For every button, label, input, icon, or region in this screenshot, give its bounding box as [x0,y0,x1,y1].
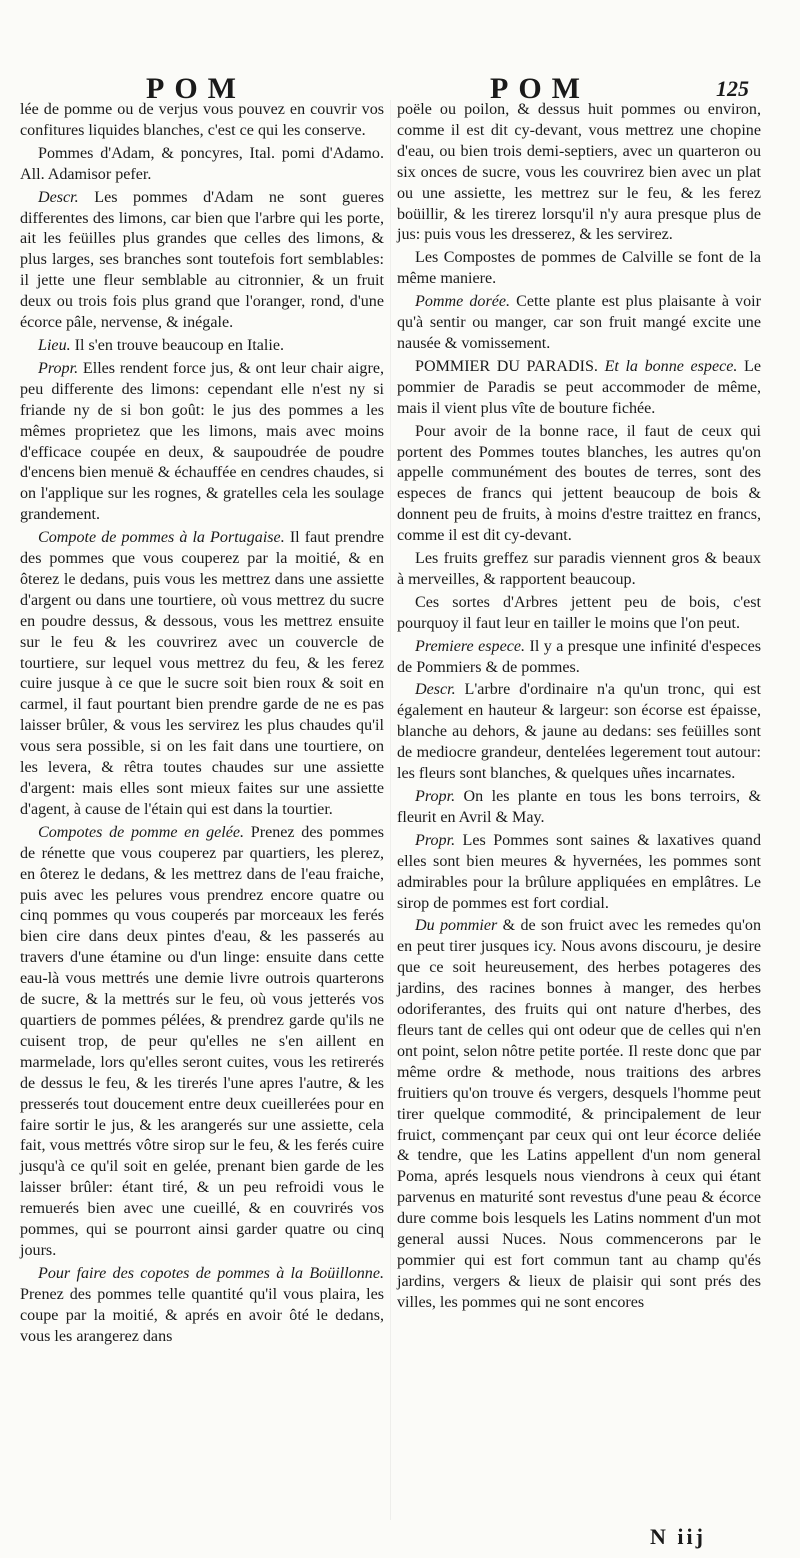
right-column [397,100,761,1314]
running-head-right: POM [490,72,590,105]
running-head-left: POM [146,72,246,105]
paragraph: Pour faire des copotes de pommes à la Boüillonne. Prenez des pommes telle quantité qu'il vous plaira, les coupe par la moitié, & aprés en avoir ôté le dedans, vous les arangerez dans [20,1264,384,1345]
paragraph-lead: Descr. [415,681,456,699]
paragraph: POMMIER DU PARADIS. Et la bonne espece. Le pommier de Paradis se peut accommoder de même, mais il vient plus vîte de bouture fichée. [397,357,761,417]
paragraph-lead: Premiere espece. [415,637,526,655]
paragraph-lead: Propr. [415,788,456,805]
paragraph: Descr. Les pommes d'Adam ne sont gueres differentes des limons, car bien que l'arbre qui les porte, ait les feüilles plus grandes que celles des limons, & plus larges, ses branches sont toutefois fort semblables: il jette une fleur semblable au citronnier, & un fruit deux ou trois fois plus grand que l'oranger, rond, d'une écorce pâle, nervense, & inégale. [20,188,384,332]
paragraph-lead: Pomme dorée. [415,293,511,311]
paragraph-lead: Compote de pommes à la Portugaise. [38,529,285,547]
paragraph: Compotes de pomme en gelée. Prenez des pommes de rénette que vous couperez par quartiers, les plerez, en ôterez le dedans, & les mettrez dans de l'eau fraiche, puis avec les pelures vous prendrez encore quatre ou cinq pommes qu vous couperés par morceaux les ferés bien cire dans deux pintes d'eau, & les passerés au travers d'une étamine ou d'un linge: ensuite dans cette eau-là vous mettrés une demie livre outrois quarterons de sucre, & la mettrés sur le feu, où vous jetterés vos quartiers de pommes pélées, & prendrez garde qu'ils ne cuisent trop, de peur qu'elles ne s'en aillent en marmelade, lors qu'elles seront cuites, vous les retirerés de dessus le feu, & les tirerés l'une apres l'autre, & les presserés tout doucement entre deux cueillerées pour en faire sortir le jus, & les arangerés sur une assiette, cela fait, vous mettrés vôtre sirop sur le feu, & les ferés cuire jusqu'à ce qu'il soit en gelée, prenant bien garde de les laisser brûler: étant tiré, & un peu refroidi vous le remuerés bien avec une cueillé, & en couvrirés vos pommes, qui se pourront ainsi garder quatre ou cinq jours. [20,823,384,1259]
paragraph: Pommes d'Adam, & poncyres, Ital. pomi d'Adamo. All. Adamisor pefer. [20,144,384,183]
paragraph-lead: Descr. [38,188,79,206]
column-gutter [390,100,391,1520]
paragraph: Les fruits greffez sur paradis viennent gros & beaux à merveilles, & rapportent beaucoup. [397,550,761,588]
paragraph: Les Compostes de pommes de Calville se font de la même maniere. [397,249,761,288]
paragraph: Propr. On les plante en tous les bons terroirs, & fleurit en Avril & May. [397,788,761,826]
paragraph: lée de pomme ou de verjus vous pouvez en couvrir vos confitures liquides blanches, c'est ce qui les conserve. [20,101,384,139]
paragraph-lead: Lieu. [38,336,71,354]
signature-mark: N iij [650,1524,706,1549]
paragraph: Propr. Elles rendent force jus, & ont leur chair aigre, peu differente des limons: cependant elle n'est ny si friande ny de si bon goût: le jus des pommes a les mêmes proprietez que les limons, mais avec moins d'efficace coupée en deux, & saupoudrée de poudre d'encens bien menuë & échauffée en cendres chaudes, si on l'applique sur les rognes, & gratelles cela les soulage grandement. [20,359,384,524]
page-number: 125 [716,76,749,101]
paragraph: Descr. L'arbre d'ordinaire n'a qu'un tronc, qui est également en hauteur & largeur: son écorse est épaisse, blanche au dehors, & jaune au dedans: ses feüilles sont de mediocre grandeur, dentelées legerement tout autour: les fleurs sont blanches, & quelques uñes incarnates. [397,681,761,783]
paragraph: Pour avoir de la bonne race, il faut de ceux qui portent des Pommes toutes blanches, les autres qu'on appelle communément des boutes de terres, sont des especes de francs qui jettent beaucoup de bois & donnent peu de fruits, à moins d'estre traittez en francs, comme il est dit cy-devant. [397,422,761,545]
section-subheading: Et la bonne espece. [604,357,738,375]
paragraph: Ces sortes d'Arbres jettent peu de bois, c'est pourquoy il faut leur en tailler le moins que l'on peut. [397,593,761,632]
paragraph: Pomme dorée. Cette plante est plus plaisante à voir qu'à sentir ou manger, car son fruit mangé excite une nausée & vomissement. [397,293,761,352]
paragraph-lead: Compotes de pomme en gelée. [38,823,245,841]
paragraph: poële ou poilon, & dessus huit pommes ou environ, comme il est dit cy-devant, vous mettrez une chopine d'eau, ou bien trois demi-septiers, avec un quarteron ou six onces de sucre, vous les couvrirez bien avec un plat ou une assiette, les mettrez sur le feu, & les ferez boüillir, & les tirerez lorsqu'il n'y aura presque plus de jus: puis vous les dresserez, & les servirez. [397,101,761,244]
left-column [20,100,384,1347]
paragraph-lead: Pour faire des copotes de pommes à la Boüillonne. [38,1264,384,1282]
paragraph: Compote de pommes à la Portugaise. Il faut prendre des pommes que vous couperez par la moitié, & en ôterez le dedans, puis vous les mettrez dans une assiette d'argent ou dans une tourtiere, où vous mettrez du sucre en poudre dessus, & dessous, vous les mettrez ensuite sur le feu & les couvrirez avec un couvercle de tourtiere, sur lequel vous mettrez du feu, & les ferez cuire jusque à ce que le sucre soit bien roux & soit en carmel, il faut pourtant bien prendre garde de ne es pas laisser brûler, & vous les servirez les plus chaudes qu'il vous sera possible, si on les fait dans une tourtiere, on les levera, & rêtra toutes chaudes sur une assiette d'argent: mais elles sont mieux faites sur une assiette d'agent, à cause de l'étain qui est dans la tourtier. [20,529,384,818]
paragraph-lead: Propr. [415,831,456,849]
paragraph-lead: Du pommier [415,917,498,935]
paragraph: Lieu. Il s'en trouve beaucoup en Italie. [38,336,285,354]
section-heading: POMMIER DU PARADIS. [415,357,598,375]
paragraph: Premiere espece. Il y a presque une infinité d'especes de Pommiers & de pommes. [397,637,761,676]
paragraph: Du pommier & de son fruict avec les remedes qu'on en peut tirer jusques icy. Nous avons discouru, je desire que ce soit heureusement, des herbes potageres des jardins, des racines bonnes à manger, des herbes odoriferantes, des fruits qui ont nature d'herbes, des fleurs tant de celles qui ont odeur que de celles qui n'en ont point, selon nôtre petite portée. Il reste donc que par même ordre & methode, nous traitions des arbres fruitiers qu'on trouve és vergers, desquels l'homme peut tirer quelque commodité, & principalement de leur fruict, commençant par ceux qui ont leur écorce deliée & tendre, que les Latins appellent d'un nom general Poma, aprés lesquels nous viendrons à ceux qui étant parvenus en maturité sont revestus d'une peau & écorce dure comme bois lesquels les Latins nomment d'un mot general aussi Nuces. Nous commencerons par le pommier qui est fort commun tant au champ qu'és jardins, vergers & lieux de plaisir qui sont prés des villes, les pommes qui ne sont encores [397,917,761,1311]
paragraph-lead: Propr. [38,359,79,377]
paragraph: Propr. Les Pommes sont saines & laxatives quand elles sont bien meures & hyvernées, les pommes sont admirables pour la brûlure appliquées en emplâtres. Le sirop de pommes est fort cordial. [397,831,761,912]
